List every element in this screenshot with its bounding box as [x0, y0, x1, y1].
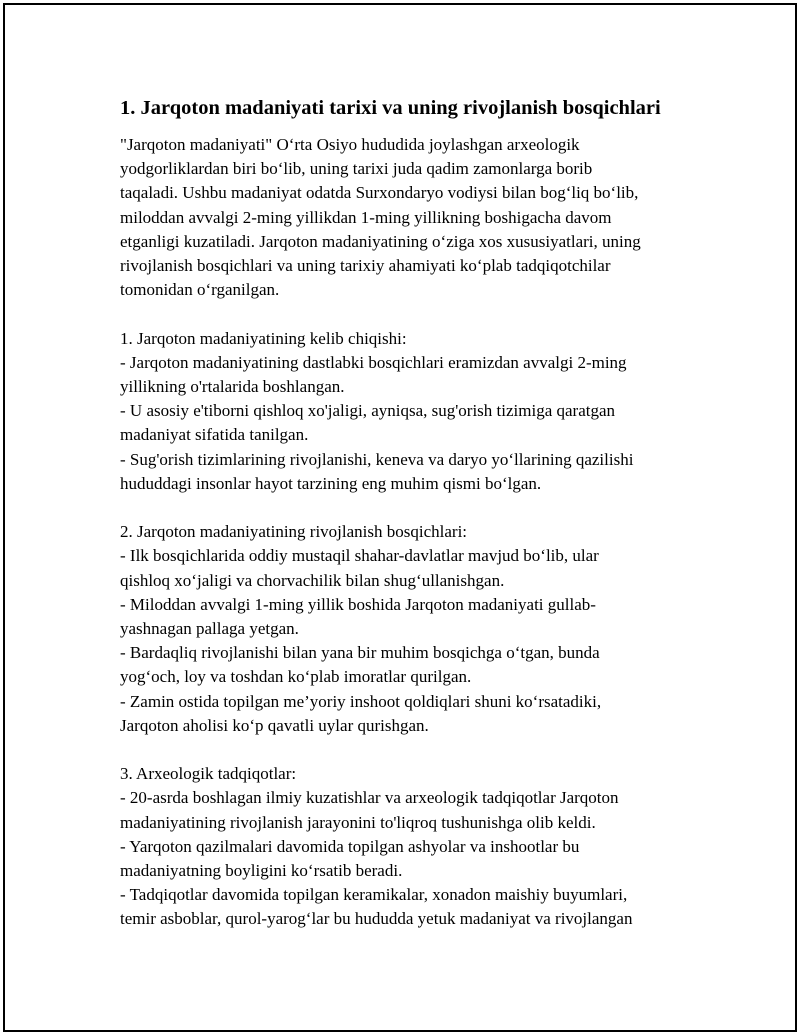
- text-line: - Sug'orish tizimlarining rivojlanishi, keneva va daryo yo‘llarining qazilishi: [120, 449, 634, 469]
- text-line: qishloq xo‘jaligi va chorvachilik bilan shug‘ullanishgan.: [120, 570, 505, 590]
- text-line: temir asboblar, qurol-yarog‘lar bu hududda yetuk madaniyat va rivojlangan: [120, 909, 633, 929]
- text-line: - U asosiy e'tiborni qishloq xo'jaligi, ayniqsa, sug'orish tizimiga qaratgan: [120, 401, 616, 421]
- text-line: - Zamin ostida topilgan me’yoriy inshoot qoldiqlari shuni ko‘rsatadiki,: [120, 691, 602, 711]
- text-line: - Bardaqliq rivojlanishi bilan yana bir muhim bosqichga o‘tgan, bunda: [120, 643, 600, 663]
- text-line: yodgorliklardan biri bo‘lib, uning tarixi juda qadim zamonlarga borib: [120, 159, 593, 179]
- text-line: "Jarqoton madaniyati" O‘rta Osiyo hududida joylashgan arxeologik: [120, 135, 580, 154]
- text-line: - Ilk bosqichlarida oddiy mustaqil shahar-davlatlar mavjud bo‘lib, ular: [120, 546, 599, 566]
- text-line: - 20-asrda boshlagan ilmiy kuzatishlar va arxeologik tadqiqotlar Jarqoton: [120, 788, 619, 808]
- text-line: yillikning o'rtalarida boshlangan.: [120, 377, 345, 397]
- text-line: miloddan avvalgi 2-ming yillikdan 1-ming yillikning boshigacha davom: [120, 207, 612, 227]
- section-heading: 2. Jarqoton madaniyatining rivojlanish bosqichlari:: [120, 522, 468, 542]
- section-heading: 1. Jarqoton madaniyatining kelib chiqishi:: [120, 328, 407, 348]
- text-line: - Tadqiqotlar davomida topilgan keramikalar, xonadon maishiy buyumlari,: [120, 885, 628, 905]
- section-archaeological-research: [120, 762, 710, 931]
- text-line: yashnagan pallaga yetgan.: [120, 619, 299, 639]
- text-line: - Jarqoton madaniyatining dastlabki bosqichlari eramizdan avvalgi 2-ming: [120, 352, 627, 372]
- text-line: - Miloddan avvalgi 1-ming yillik boshida Jarqoton madaniyati gullab-: [120, 594, 596, 614]
- text-line: madaniyat sifatida tanilgan.: [120, 425, 309, 445]
- text-line: hududdagi insonlar hayot tarzining eng muhim qismi bo‘lgan.: [120, 473, 542, 493]
- text-line: - Yarqoton qazilmalari davomida topilgan ashyolar va inshootlar bu: [120, 836, 580, 856]
- text-line: Jarqoton aholisi ko‘p qavatli uylar qurishgan.: [120, 715, 429, 735]
- document-content: [120, 94, 710, 956]
- text-line: madaniyatining rivojlanish jarayonini to'liqroq tushunishga olib keldi.: [120, 812, 596, 832]
- text-line: yog‘och, loy va toshdan ko‘plab imoratlar qurilgan.: [120, 667, 472, 687]
- document-title: 1. Jarqoton madaniyati tarixi va uning rivojlanish bosqichlari: [120, 97, 661, 119]
- document-page: [3, 3, 797, 1032]
- text-line: etganligi kuzatiladi. Jarqoton madaniyatining o‘ziga xos xususiyatlari, uning: [120, 231, 641, 251]
- text-line: tomonidan o‘rganilgan.: [120, 280, 280, 300]
- text-line: rivojlanish bosqichlari va uning tarixiy ahamiyati ko‘plab tadqiqotchilar: [120, 256, 611, 276]
- text-line: madaniyatning boyligini ko‘rsatib beradi.: [120, 861, 403, 881]
- section-heading: 3. Arxeologik tadqiqotlar:: [120, 764, 297, 784]
- text-line: taqaladi. Ushbu madaniyat odatda Surxondaryo vodiysi bilan bog‘liq bo‘lib,: [120, 183, 639, 203]
- section-origin: [120, 327, 710, 496]
- intro-paragraph: [120, 133, 710, 302]
- section-development-stages: [120, 520, 710, 738]
